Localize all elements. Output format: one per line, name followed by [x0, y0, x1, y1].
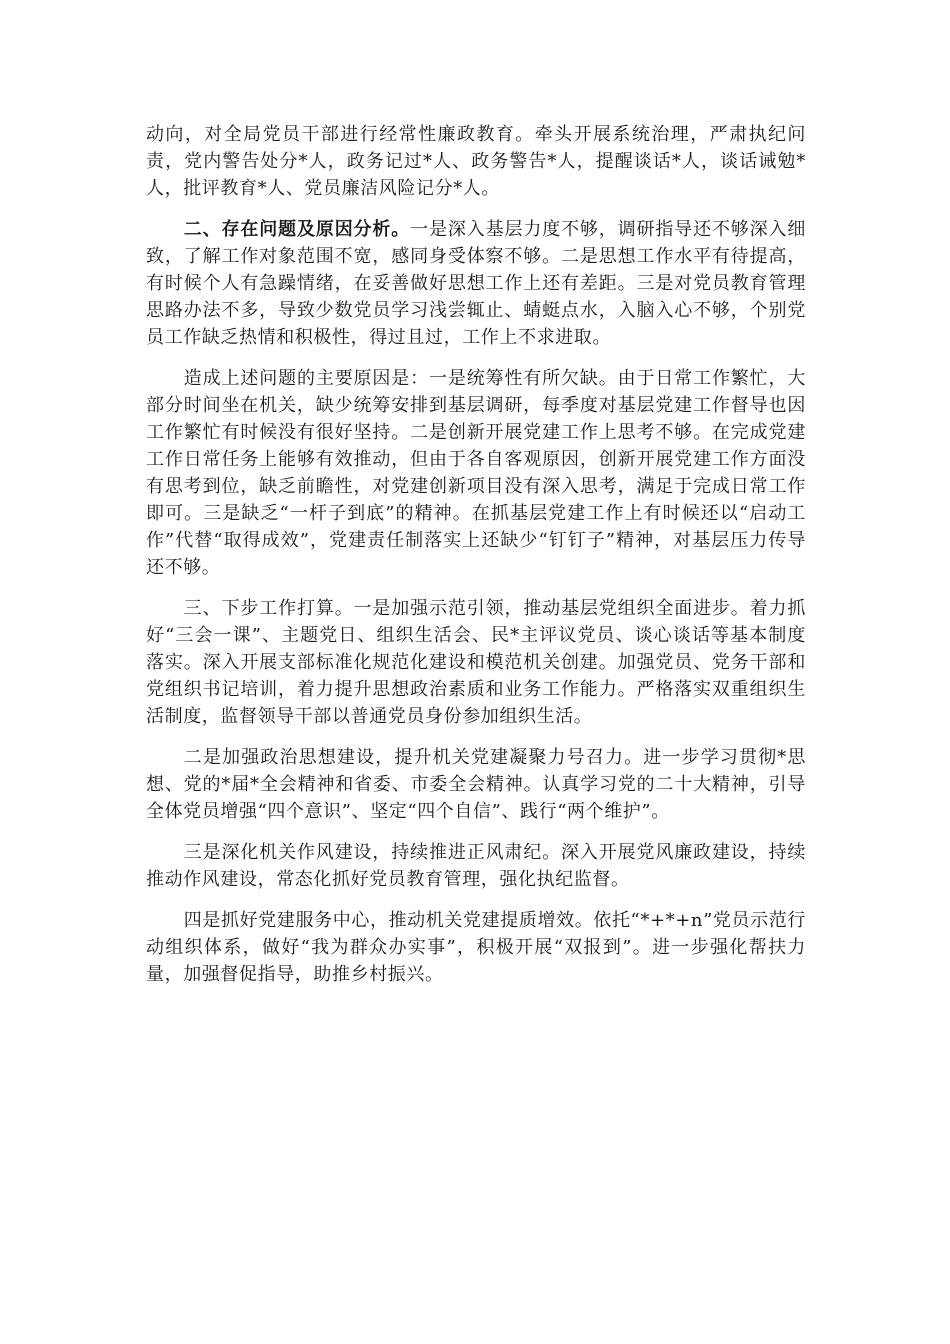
document-page: [146, 121, 806, 1002]
paragraph-text: 一是深入基层力度不够，调研指导还不够深入细致，了解工作对象范围不宽，感同身受体察不够。二是思想工作水平有待提高，有时候个人有急躁情绪，在妥善做好思想工作上还有差距。三是对党员教育管理思路办法不多，导致少数党员学习浅尝辄止、蜻蜓点水，入脑入心不够，个别党员工作缺乏热情和积极性，得过且过，工作上不求进取。: [146, 219, 806, 348]
paragraph-work-style: [146, 839, 806, 893]
paragraph-political-building: [146, 744, 806, 825]
paragraph-text: 三是深化机关作风建设，持续推进正风肃纪。深入开展党风廉政建设，持续推动作风建设，常态化抓好党员教育管理，强化执纪监督。: [146, 842, 806, 890]
section-heading: 二、存在问题及原因分析。: [183, 219, 411, 240]
paragraph-text: 造成上述问题的主要原因是：一是统筹性有所欠缺。由于日常工作繁忙，大部分时间坐在机关，缺少统筹安排到基层调研，每季度对基层党建工作督导也因工作繁忙有时候没有很好坚持。二是创新开展党建工作上思考不够。在完成党建工作日常任务上能够有效推动，但由于各自客观原因，创新开展党建工作方面没有思考到位，缺乏前瞻性，对党建创新项目没有深入思考，满足于完成日常工作即可。三是缺乏“一杆子到底”的精神。在抓基层党建工作上有时候还以“启动工作”代替“取得成效”，党建责任制落实上还缺少“钉钉子”精神，对基层压力传导还不够。: [146, 368, 806, 578]
paragraph-text: 二是加强政治思想建设，提升机关党建凝聚力号召力。进一步学习贯彻*思想、党的*届*全会精神和省委、市委全会精神。认真学习党的二十大精神，引导全体党员增强“四个意识”、坚定“四个自信”、践行“两个维护”。: [146, 747, 806, 822]
paragraph-service-center: [146, 907, 806, 988]
paragraph-next-plan: [146, 595, 806, 730]
paragraph-text: 三、下步工作打算。一是加强示范引领，推动基层党组织全面进步。着力抓好“三会一课”、主题党日、组织生活会、民*主评议党员、谈心谈话等基本制度落实。深入开展支部标准化规范化建设和模范机关创建。加强党员、党务干部和党组织书记培训，着力提升思想政治素质和业务工作能力。严格落实双重组织生活制度，监督领导干部以普通党员身份参加组织生活。: [146, 598, 806, 727]
paragraph-text: 动向，对全局党员干部进行经常性廉政教育。牵头开展系统治理，严肃执纪问责，党内警告处分*人，政务记过*人、政务警告*人，提醒谈话*人，谈话诫勉*人，批评教育*人、党员廉洁风险记分*人。: [146, 124, 806, 199]
paragraph-causes: [146, 365, 806, 581]
paragraph-continuation: [146, 121, 806, 202]
paragraph-text: 四是抓好党建服务中心，推动机关党建提质增效。依托“*+*+n”党员示范行动组织体系，做好“我为群众办实事”，积极开展“双报到”。进一步强化帮扶力量，加强督促指导，助推乡村振兴。: [146, 910, 806, 985]
paragraph-problems-analysis: [146, 216, 806, 351]
